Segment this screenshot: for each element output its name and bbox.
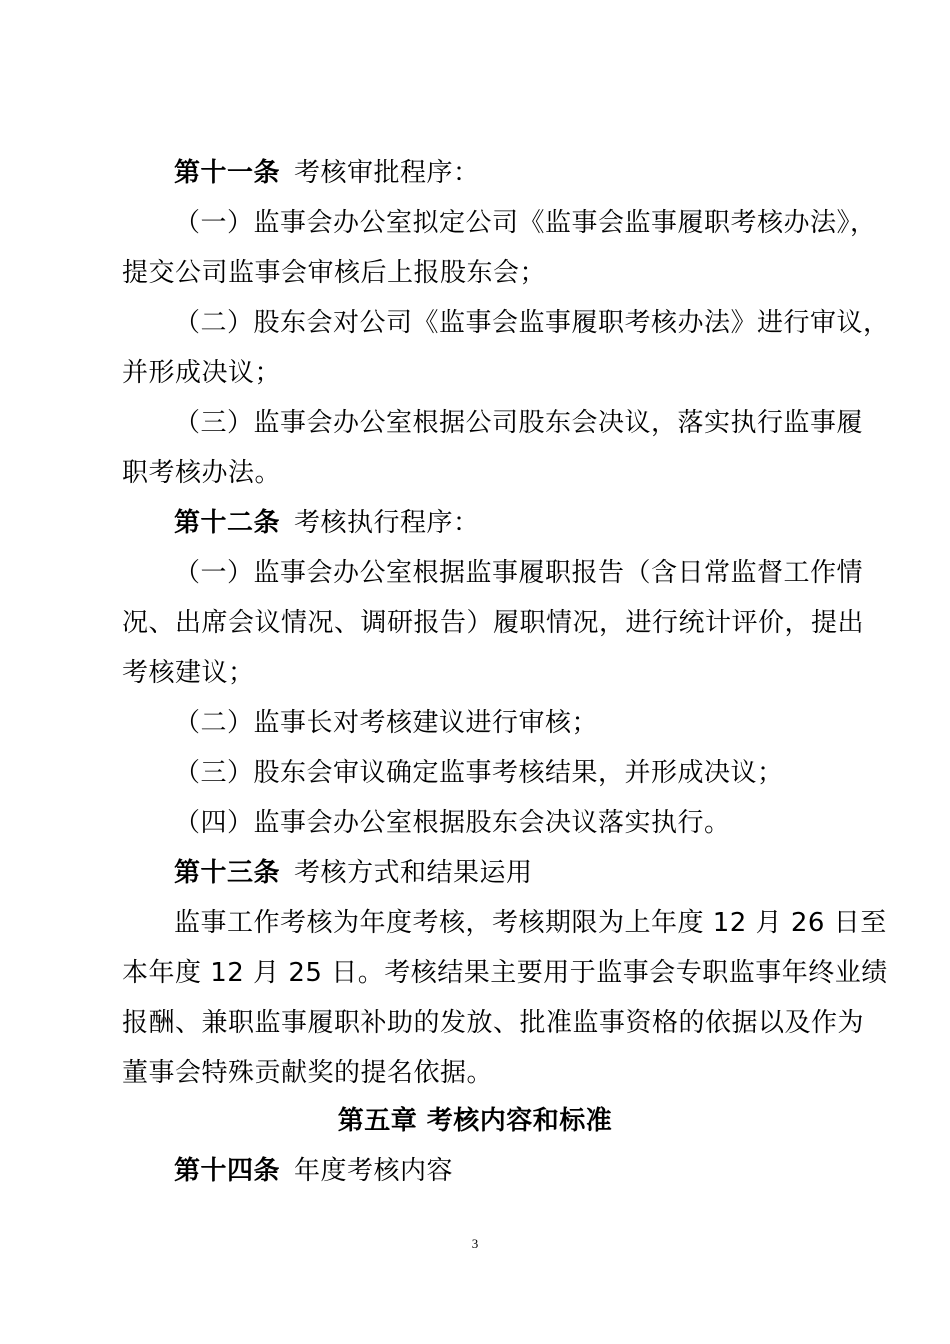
article-14-label: 第十四条 [174,1156,281,1186]
article-13-paragraph-line-3: 报酬、兼职监事履职补助的发放、批准监事资格的依据以及作为 [122,1008,865,1038]
article-14-heading [174,1154,854,1188]
article-11-item-3-line-1: （三）监事会办公室根据公司股东会决议，落实执行监事履 [174,408,864,438]
article-12-item-1-line-1: （一）监事会办公室根据监事履职报告（含日常监督工作情 [174,558,864,588]
article-12-item-1-line-3: 考核建议； [122,658,255,688]
article-12-item-2: （二）监事长对考核建议进行审核； [174,708,599,738]
article-12-item-4: （四）监事会办公室根据股东会决议落实执行。 [174,808,731,838]
article-12-heading [174,506,854,540]
article-13-title: 考核方式和结果运用 [294,858,533,888]
article-13-paragraph-line-4: 董事会特殊贡献奖的提名依据。 [122,1058,494,1088]
article-11-item-1-line-1: （一）监事会办公室拟定公司《监事会监事履职考核办法》， [174,208,877,238]
article-11-item-2-line-2: 并形成决议； [122,358,282,388]
article-13-heading [174,856,854,890]
article-11-title: 考核审批程序： [294,158,480,188]
article-14-title: 年度考核内容 [294,1156,454,1186]
article-12-item-1-line-2: 况、出席会议情况、调研报告）履职情况，进行统计评价，提出 [122,608,865,638]
article-11-item-1-line-2: 提交公司监事会审核后上报股东会； [122,258,547,288]
article-13-label: 第十三条 [174,858,281,888]
article-11-heading [174,156,854,190]
page-number: 3 [471,1236,479,1251]
article-13-paragraph-line-2: 本年度 12 月 25 日。考核结果主要用于监事会专职监事年终业绩 [122,958,888,988]
article-13-paragraph-line-1: 监事工作考核为年度考核，考核期限为上年度 12 月 26 日至 [174,908,887,938]
article-11-item-2-line-1: （二）股东会对公司《监事会监事履职考核办法》进行审议， [174,308,890,338]
article-12-title: 考核执行程序： [294,508,480,538]
article-11-label: 第十一条 [174,158,281,188]
article-11-item-3-line-2: 职考核办法。 [122,458,282,488]
article-12-item-3: （三）股东会审议确定监事考核结果，并形成决议； [174,758,784,788]
chapter-5-title: 第五章 考核内容和标准 [337,1106,613,1136]
article-12-label: 第十二条 [174,508,281,538]
